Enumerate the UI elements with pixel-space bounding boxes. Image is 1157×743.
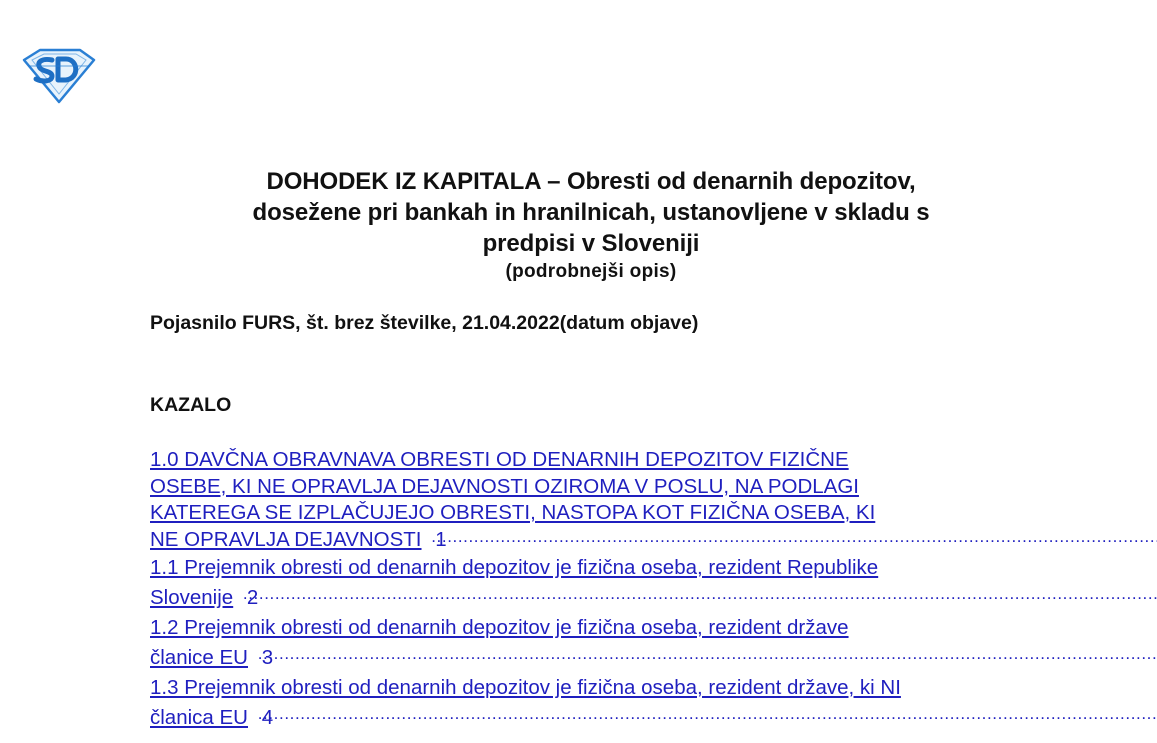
toc-entry[interactable] [150,447,1032,553]
toc-link-1-0[interactable]: KATEREGA SE IZPLAČUJEJO OBRESTI, NASTOPA KOT FIZIČNA OSEBA, KI [150,501,876,524]
fd-logo-icon [22,46,96,104]
toc-page-number[interactable]: 2 [246,586,259,609]
document-subtitle: (podrobnejši opis) [505,261,677,282]
toc-link-1-3[interactable]: članica EU [150,706,248,729]
document-note: Pojasnilo FURS, št. brez številke, 21.04.2022(datum objave) [150,312,699,334]
toc-entry[interactable] [150,553,1032,613]
toc-page-number[interactable]: 3 [261,646,274,669]
toc-heading: KAZALO [150,394,232,416]
toc-link-1-1[interactable]: 1.1 Prejemnik obresti od denarnih depozitov je fizična oseba, rezident Republike [150,556,879,579]
toc-link-1-0[interactable]: NE OPRAVLJA DEJAVNOSTI [150,527,422,551]
toc-link-1-2[interactable]: 1.2 Prejemnik obresti od denarnih depozitov je fizična oseba, rezident države [150,616,849,639]
toc-link-1-0[interactable]: 1.0 DAVČNA OBRAVNAVA OBRESTI OD DENARNIH DEPOZITOV FIZIČNE [150,448,849,471]
toc-link-1-2[interactable]: članice EU [150,646,248,669]
document-title-line: DOHODEK IZ KAPITALA – Obresti od denarnih depozitov, [266,168,916,195]
toc-entry[interactable] [150,613,1032,673]
toc-entry[interactable] [150,673,1032,733]
toc-link-1-3[interactable]: 1.3 Prejemnik obresti od denarnih depozitov je fizična oseba, rezident države, ki NI [150,676,901,699]
toc-page-number[interactable]: 4 [261,706,274,729]
document-title-line: predpisi v Sloveniji [482,230,700,257]
document-title-line: dosežene pri bankah in hranilnicah, ustanovljene v skladu s [252,199,930,226]
document-title-block [150,166,1032,285]
table-of-contents [150,447,1032,733]
toc-link-1-1[interactable]: Slovenije [150,586,234,609]
toc-link-1-0[interactable]: OSEBE, KI NE OPRAVLJA DEJAVNOSTI OZIROMA V POSLU, NA PODLAGI [150,474,859,498]
toc-page-number[interactable]: 1 [435,527,447,551]
